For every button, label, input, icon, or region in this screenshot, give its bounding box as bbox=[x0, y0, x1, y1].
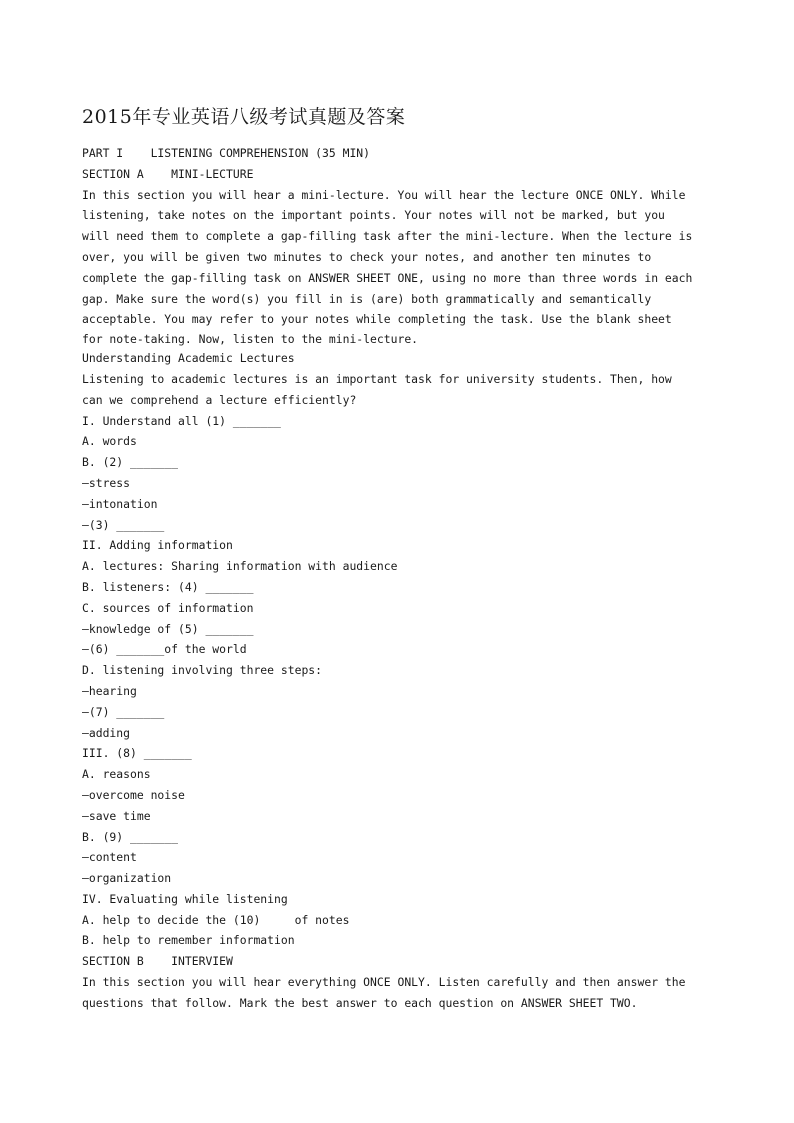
outline-item: B. listeners: (4) _______ bbox=[82, 579, 254, 594]
part-heading: PART I LISTENING COMPREHENSION (35 MIN) bbox=[82, 146, 371, 160]
instruction-line: In this section you will hear a mini-lecture. You will hear the lecture ONCE ONLY. While bbox=[82, 187, 686, 202]
instruction-line: for note-taking. Now, listen to the mini-lecture. bbox=[82, 332, 419, 347]
instruction-line: In this section you will hear everything ONCE ONLY. Listen carefully and then answer the bbox=[82, 975, 686, 990]
outline-item: —overcome noise bbox=[82, 787, 185, 802]
lecture-outline bbox=[82, 411, 712, 952]
outline-item: D. listening involving three steps: bbox=[82, 663, 323, 678]
outline-item: —stress bbox=[82, 475, 131, 490]
outline-item: —save time bbox=[82, 808, 151, 823]
outline-item: III. (8) _______ bbox=[82, 746, 192, 761]
section-a-heading: SECTION A MINI-LECTURE bbox=[82, 166, 254, 181]
outline-item: —knowledge of (5) _______ bbox=[82, 621, 254, 636]
intro-line: can we comprehend a lecture efficiently? bbox=[82, 392, 357, 407]
outline-item: —(7) _______ bbox=[82, 704, 165, 719]
document-title: 2015年专业英语八级考试真题及答案 bbox=[82, 106, 406, 128]
outline-item: —hearing bbox=[82, 683, 137, 698]
outline-item: —adding bbox=[82, 725, 131, 740]
outline-item: I. Understand all (1) _______ bbox=[82, 413, 281, 428]
instruction-line: acceptable. You may refer to your notes while completing the task. Use the blank sheet bbox=[82, 312, 672, 327]
instruction-line: complete the gap-filling task on ANSWER SHEET ONE, using no more than three words in each bbox=[82, 270, 693, 285]
section-b-instructions bbox=[82, 972, 712, 1014]
section-b-heading: SECTION B INTERVIEW bbox=[82, 954, 233, 969]
instruction-line: over, you will be given two minutes to check your notes, and another ten minutes to bbox=[82, 249, 652, 264]
outline-item: II. Adding information bbox=[82, 538, 233, 553]
outline-item: IV. Evaluating while listening bbox=[82, 891, 288, 906]
outline-item: C. sources of information bbox=[82, 600, 254, 615]
outline-item: A. lectures: Sharing information with audience bbox=[82, 559, 398, 574]
instruction-line: questions that follow. Mark the best answer to each question on ANSWER SHEET TWO. bbox=[82, 995, 638, 1010]
outline-item: B. (9) _______ bbox=[82, 829, 179, 844]
outline-item: B. (2) _______ bbox=[82, 455, 179, 470]
lecture-intro bbox=[82, 369, 712, 411]
document-page bbox=[82, 103, 712, 1014]
outline-item: —organization bbox=[82, 871, 172, 886]
outline-item: —(3) _______ bbox=[82, 517, 165, 532]
intro-line: Listening to academic lectures is an important task for university students. Then, how bbox=[82, 371, 672, 386]
section-a-instructions bbox=[82, 185, 712, 349]
lecture-title: Understanding Academic Lectures bbox=[82, 351, 295, 366]
instruction-line: will need them to complete a gap-filling task after the mini-lecture. When the lecture is bbox=[82, 229, 693, 244]
outline-item: B. help to remember information bbox=[82, 933, 295, 948]
outline-item: —(6) _______of the world bbox=[82, 642, 247, 657]
outline-item: A. words bbox=[82, 434, 137, 449]
outline-item: —intonation bbox=[82, 496, 158, 511]
outline-item: A. help to decide the (10) of notes bbox=[82, 912, 350, 927]
outline-item: —content bbox=[82, 850, 137, 865]
outline-item: A. reasons bbox=[82, 767, 151, 782]
instruction-line: gap. Make sure the word(s) you fill in is (are) both grammatically and semantically bbox=[82, 291, 652, 306]
instruction-line: listening, take notes on the important points. Your notes will not be marked, but you bbox=[82, 208, 665, 223]
